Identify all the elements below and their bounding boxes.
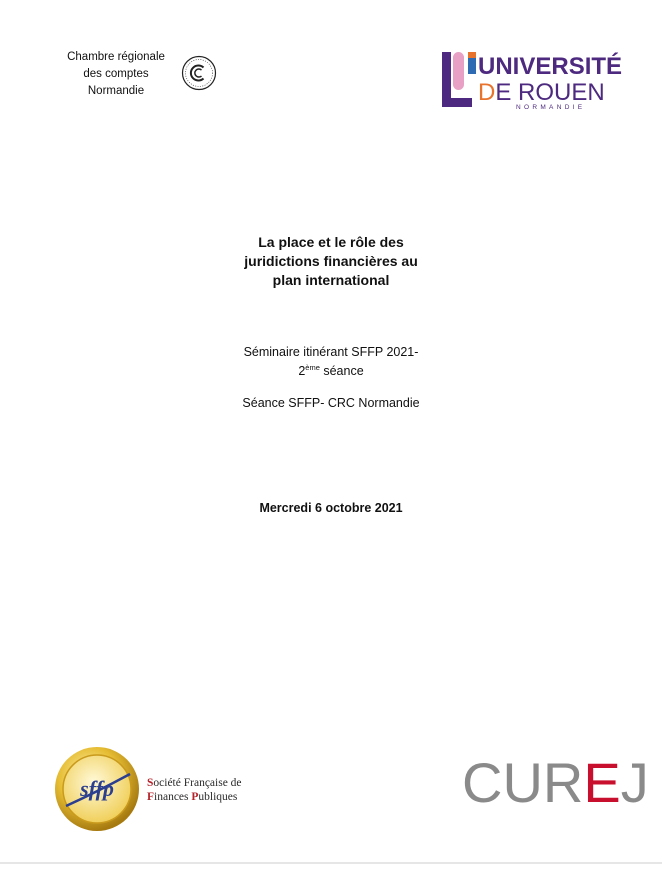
univ-line2-rest: E ROUEN <box>495 79 605 106</box>
crc-name-line3: Normandie <box>87 85 145 97</box>
page-bottom-divider <box>0 862 662 864</box>
sffp-cap-s: S <box>147 777 154 789</box>
sffp-name <box>147 776 242 804</box>
title-line2: juridictions financières au <box>244 253 418 269</box>
sffp-line1 <box>147 776 242 790</box>
univ-letter-u: U <box>478 53 496 80</box>
univ-line3: NORMANDIE <box>516 104 586 111</box>
univ-line1-rest: NIVERSITÉ <box>495 53 623 80</box>
sffp-cap-p: P <box>191 791 199 803</box>
title-line3: plan international <box>272 272 390 288</box>
sffp-logo-text: sffp <box>80 776 114 801</box>
sffp-line2 <box>147 790 242 804</box>
univ-line2 <box>478 79 605 106</box>
title-line1: La place et le rôle des <box>258 234 404 250</box>
sffp-line1-text: ociété Française de <box>153 777 242 789</box>
curej-cur: CUR <box>462 751 584 814</box>
seminar-seance: séance <box>319 364 364 378</box>
sffp-logo <box>52 744 142 834</box>
crc-name <box>60 49 172 100</box>
crc-name-line1: Chambre régionale <box>67 51 165 63</box>
univ-letter-d: D <box>478 79 496 106</box>
seminar-number: 2 <box>298 364 306 378</box>
sffp-line2b: ubliques <box>198 791 238 803</box>
seminar-line1: Séminaire itinérant SFFP 2021- <box>243 345 419 359</box>
curej-logo <box>462 751 649 814</box>
seance-info: Séance SFFP- CRC Normandie <box>242 396 420 410</box>
curej-text <box>462 751 649 814</box>
sffp-cap-f: F <box>147 791 155 803</box>
page-title <box>200 233 462 290</box>
seminar-line2 <box>200 360 462 379</box>
crc-name-line2: des comptes <box>83 68 149 80</box>
univ-line1 <box>478 52 622 80</box>
universite-rouen-logo <box>442 48 623 111</box>
sffp-line2a: inances <box>154 791 192 803</box>
seminar-ordinal: ème <box>305 363 320 372</box>
seminar-info <box>200 344 462 379</box>
crc-seal-icon <box>181 55 217 91</box>
curej-j: J <box>620 751 649 814</box>
event-date: Mercredi 6 octobre 2021 <box>259 501 403 515</box>
curej-e: E <box>583 751 621 814</box>
